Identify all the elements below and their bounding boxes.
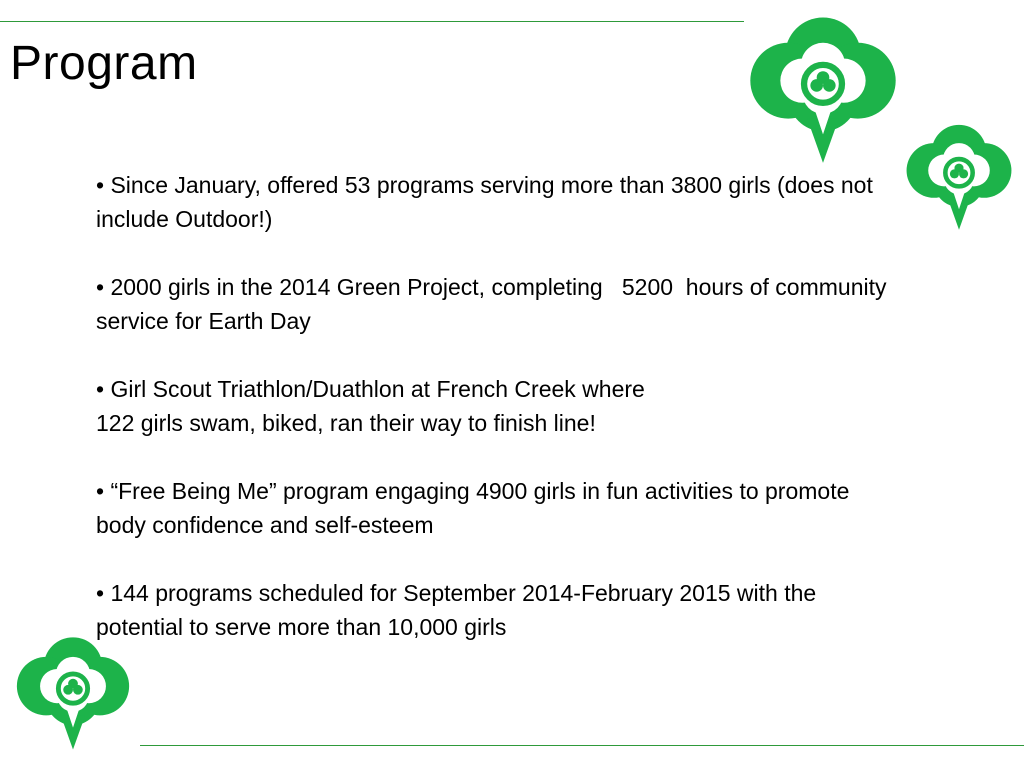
trefoil-logo-icon [12, 630, 134, 752]
trefoil-logo-icon [744, 8, 902, 166]
bullet-item: • 144 programs scheduled for September 2014-February 2015 with the potential to serve more than 10,000 girls [96, 576, 896, 644]
bullet-item: • 2000 girls in the 2014 Green Project, completing 5200 hours of community service for Earth Day [96, 270, 896, 338]
trefoil-logo-icon [902, 118, 1016, 232]
bullet-list [96, 168, 896, 678]
slide-title: Program [10, 37, 198, 90]
top-divider [0, 21, 744, 22]
bullet-item: • Girl Scout Triathlon/Duathlon at French Creek where 122 girls swam, biked, ran their way to finish line! [96, 372, 896, 440]
bullet-item: • Since January, offered 53 programs serving more than 3800 girls (does not include Outdoor!) [96, 168, 896, 236]
bullet-item: • “Free Being Me” program engaging 4900 girls in fun activities to promote body confidence and self-esteem [96, 474, 896, 542]
bottom-divider [140, 745, 1024, 746]
